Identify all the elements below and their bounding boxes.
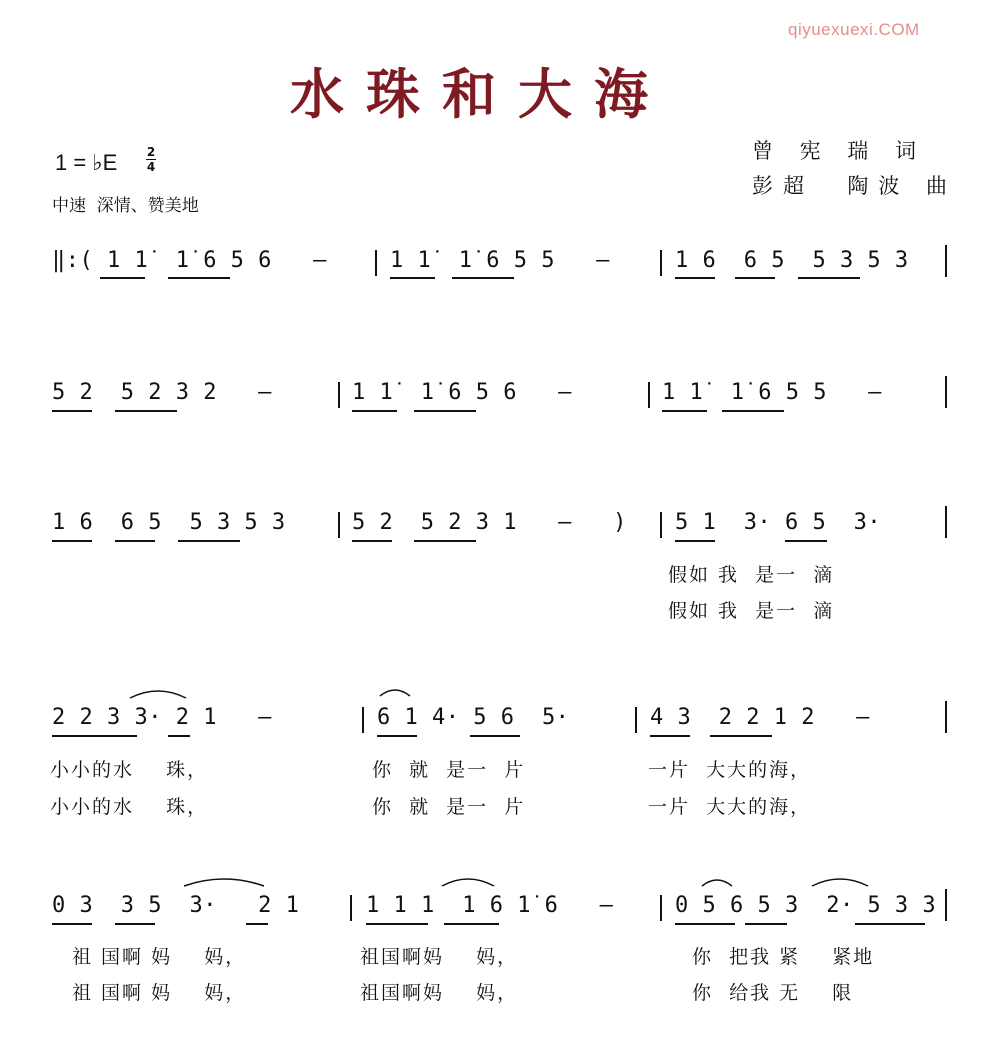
beat-underline <box>675 540 715 542</box>
measure-1: ‖:( 1 1̇ 1̇ 6 5 6 – <box>52 248 327 273</box>
beat-underline <box>722 410 784 412</box>
watermark: qiyuexuexi.COM <box>788 20 920 39</box>
measure-6: 1 1̇ 1̇ 6 5 5 – <box>662 380 882 405</box>
beat-underline <box>52 923 92 925</box>
key-signature: 1 = ♭E <box>55 150 118 175</box>
measure-12: 4 3 2 2 1 2 – <box>650 705 870 730</box>
beat-underline <box>115 540 155 542</box>
lyric-line-1: 你 就 是一 片 <box>372 759 526 781</box>
lyric-line-1: 祖 国啊 妈 妈， <box>72 946 247 968</box>
measure-2: 1 1̇ 1̇ 6 5 5 – <box>390 248 610 273</box>
beat-underline <box>168 735 190 737</box>
beat-underline <box>444 923 499 925</box>
barline <box>338 382 340 408</box>
barline <box>945 245 947 277</box>
measure-4: 5 2 5 2 3 2 – <box>52 380 272 405</box>
lyric-line-2: 小小的水 珠， <box>50 796 209 818</box>
barline <box>945 889 947 921</box>
barline <box>660 512 662 538</box>
beat-underline <box>662 410 707 412</box>
beat-underline <box>352 540 392 542</box>
lyric-line-1: 一片 大大的海， <box>648 759 812 781</box>
barline <box>362 707 364 733</box>
beat-underline <box>650 735 690 737</box>
beat-underline <box>52 410 92 412</box>
tie-slur <box>182 872 266 888</box>
beat-underline <box>52 540 92 542</box>
beat-underline <box>735 277 775 279</box>
lyric-line-2: 一片 大大的海， <box>648 796 812 818</box>
time-signature-top: 2 <box>146 145 156 159</box>
lyric-line-2: 祖 国啊 妈 妈， <box>72 982 247 1004</box>
measure-14: 1 1 1 1 6 1̇ 6 – <box>366 893 614 918</box>
beat-underline <box>452 277 514 279</box>
beat-underline <box>785 540 827 542</box>
lyric-line-2: 祖国啊妈 妈， <box>360 982 519 1004</box>
measure-15: 0 5 6 5 3 2· 5 3 3 <box>675 893 937 918</box>
lyric-line-1: 祖国啊妈 妈， <box>360 946 519 968</box>
beat-underline <box>168 277 230 279</box>
beat-underline <box>470 735 520 737</box>
barline <box>660 895 662 921</box>
lyric-line-2: 你 就 是一 片 <box>372 796 526 818</box>
composer-credit: 彭超 陶波 曲 <box>752 174 958 198</box>
beat-underline <box>798 277 860 279</box>
barline <box>350 895 352 921</box>
measure-13: 0 3 3 5 3· 2 1 <box>52 893 300 918</box>
measure-11: 6 1 4· 5 6 5· <box>377 705 570 730</box>
beat-underline <box>377 735 417 737</box>
beat-underline <box>745 923 787 925</box>
measure-10: 2 2 3 3· 2 1 – <box>52 705 272 730</box>
beat-underline <box>352 410 397 412</box>
beat-underline <box>855 923 925 925</box>
beat-underline <box>366 923 428 925</box>
beat-underline <box>390 277 435 279</box>
beat-underline <box>52 735 137 737</box>
barline <box>375 250 377 276</box>
beat-underline <box>178 540 240 542</box>
measure-8: 5 2 5 2 3 1 – ) <box>352 510 627 535</box>
barline <box>338 512 340 538</box>
beat-underline <box>710 735 772 737</box>
lyric-line-1: 小小的水 珠， <box>50 759 209 781</box>
lyric-line-2: 你 给我 无 限 <box>692 982 854 1004</box>
beat-underline <box>100 277 145 279</box>
beat-underline <box>115 923 155 925</box>
tie-slur <box>700 874 734 888</box>
barline <box>648 382 650 408</box>
beat-underline <box>246 923 268 925</box>
beat-underline <box>414 540 476 542</box>
lyricist-credit: 曾 宪 瑞 词 <box>752 139 927 163</box>
beat-underline <box>675 277 715 279</box>
tie-slur <box>378 684 412 698</box>
barline <box>635 707 637 733</box>
time-signature <box>146 146 156 173</box>
beat-underline <box>675 923 735 925</box>
tie-slur <box>440 872 496 888</box>
barline <box>945 376 947 408</box>
tempo-marking: 中速 深情、赞美地 <box>52 196 199 216</box>
beat-underline <box>414 410 476 412</box>
page-title: 水珠和大海 <box>290 63 670 126</box>
measure-9: 5 1 3· 6 5 3· <box>675 510 882 535</box>
lyric-line-2: 假如 我 是一 滴 <box>668 600 835 622</box>
measure-5: 1 1̇ 1̇ 6 5 6 – <box>352 380 572 405</box>
tie-slur <box>128 684 188 700</box>
time-signature-bottom: 4 <box>146 160 156 174</box>
tie-slur <box>810 872 870 888</box>
lyric-line-1: 你 把我 紧 紧地 <box>692 946 875 968</box>
barline <box>660 250 662 276</box>
barline <box>945 701 947 733</box>
beat-underline <box>115 410 177 412</box>
measure-3: 1 6 6 5 5 3 5 3 <box>675 248 909 273</box>
measure-7: 1 6 6 5 5 3 5 3 <box>52 510 286 535</box>
barline <box>945 506 947 538</box>
lyric-line-1: 假如 我 是一 滴 <box>668 564 835 586</box>
